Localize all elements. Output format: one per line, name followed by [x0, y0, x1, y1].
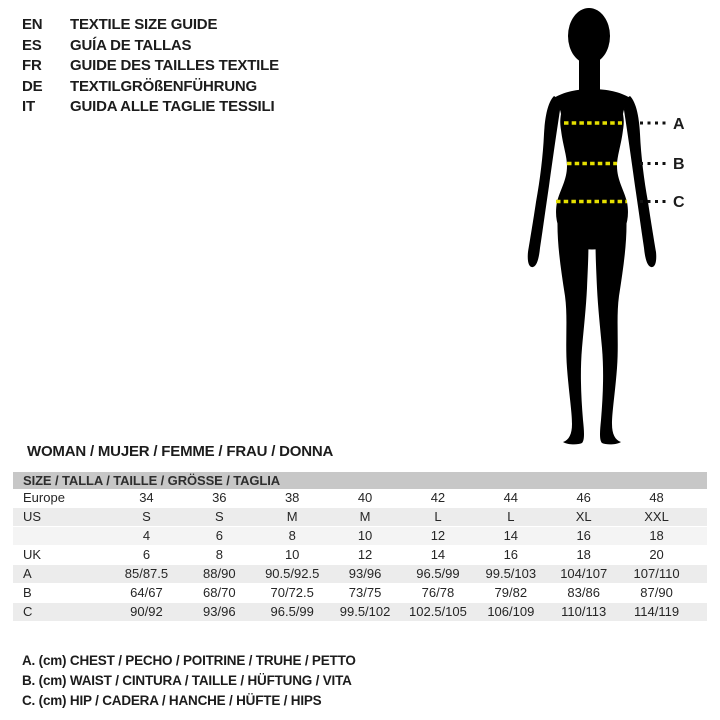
table-row-hip-c [13, 603, 707, 622]
table-row-chest-a [13, 565, 707, 584]
table-cell: 48 [649, 490, 664, 505]
language-row [22, 36, 279, 57]
table-cell: M [286, 509, 298, 524]
table-row-us [13, 508, 707, 527]
table-cell: 64/67 [130, 585, 163, 600]
language-row [22, 56, 279, 77]
table-cell: 106/109 [487, 604, 535, 619]
table-cell: XXL [644, 509, 669, 524]
silhouette-left-leg [557, 210, 588, 444]
table-cell: 90.5/92.5 [265, 566, 320, 581]
table-cell: S [214, 509, 224, 524]
table-cell: 102.5/105 [409, 604, 467, 619]
table-cell: 40 [357, 490, 373, 505]
table-cell: 79/82 [494, 585, 528, 600]
table-cell: 16 [576, 528, 591, 543]
table-cell: 36 [212, 490, 227, 505]
measure-label-b: B [673, 156, 685, 173]
size-table-header: SIZE / TALLA / TAILLE / GRÖSSE / TAGLIA [13, 472, 707, 489]
size-guide-figure [500, 0, 720, 460]
table-cell: 6 [142, 547, 151, 562]
table-cell: L [507, 509, 515, 524]
table-cell: 18 [576, 547, 591, 562]
table-cell: 14 [503, 528, 519, 543]
row-label: A [23, 566, 32, 581]
language-title: TEXTILE SIZE GUIDE [70, 16, 218, 33]
table-cell: 18 [649, 528, 664, 543]
table-cell: 90/92 [130, 604, 163, 619]
language-row [22, 77, 279, 98]
language-list [22, 15, 279, 118]
row-label: Europe [23, 490, 65, 505]
measure-label-c: C [673, 194, 685, 211]
language-title: TEXTILGRÖßENFÜHRUNG [70, 77, 258, 95]
table-cell: 99.5/102 [339, 604, 391, 619]
table-cell: 83/86 [567, 585, 600, 600]
woman-silhouette-svg [500, 0, 720, 460]
table-row-us-numeric [13, 527, 707, 546]
woman-silhouette [528, 8, 657, 444]
language-row [22, 97, 279, 118]
table-cell: 8 [288, 528, 296, 543]
legend-line-chest: A. (cm) CHEST / PECHO / POITRINE / TRUHE / PETTO [22, 653, 356, 668]
table-cell: 73/75 [348, 585, 382, 600]
table-cell: 8 [215, 547, 223, 562]
table-cell: 12 [430, 528, 446, 543]
table-cell: 70/72.5 [270, 585, 314, 600]
legend-line-waist: B. (cm) WAIST / CINTURA / TAILLE / HÜFTUNG / VITA [22, 673, 352, 688]
language-code: EN [22, 16, 43, 33]
language-code: DE [22, 77, 43, 95]
language-code: ES [22, 36, 42, 54]
row-label: UK [23, 547, 42, 562]
language-title: GUÍA DE TALLAS [70, 36, 192, 54]
table-cell: 44 [503, 490, 519, 505]
table-cell: 10 [357, 528, 373, 543]
table-cell: 93/96 [203, 604, 236, 619]
table-cell: 87/90 [640, 585, 673, 600]
language-code: IT [22, 98, 35, 115]
table-cell: 114/119 [634, 604, 680, 619]
table-cell: 14 [430, 547, 446, 562]
language-row [22, 15, 279, 36]
table-cell: 99.5/103 [485, 566, 537, 581]
size-table [13, 472, 707, 622]
table-cell: 4 [142, 528, 151, 543]
table-cell: S [142, 509, 151, 524]
table-row-waist-b [13, 584, 707, 603]
table-cell: 85/87.5 [124, 566, 169, 581]
size-table-body [13, 489, 707, 622]
row-label: C [23, 604, 33, 619]
table-cell: 38 [284, 490, 300, 505]
language-title: GUIDA ALLE TAGLIE TESSILI [70, 98, 275, 115]
table-cell: 42 [430, 490, 446, 505]
table-cell: 6 [215, 528, 223, 543]
section-title-woman: WOMAN / MUJER / FEMME / FRAU / DONNA [27, 443, 334, 460]
measure-label-a: A [673, 116, 685, 133]
table-cell: 93/96 [348, 566, 382, 581]
language-code: FR [22, 57, 42, 74]
table-row-uk [13, 546, 707, 565]
row-label [13, 527, 110, 545]
row-label: B [23, 585, 32, 600]
table-cell: 20 [649, 547, 664, 562]
table-cell: 96.5/99 [416, 566, 460, 581]
table-cell: 10 [284, 547, 300, 562]
table-cell: 12 [357, 547, 373, 562]
table-cell: XL [575, 509, 592, 524]
table-cell: 107/110 [633, 566, 680, 581]
language-title: GUIDE DES TAILLES TEXTILE [70, 57, 279, 74]
table-cell: L [434, 509, 442, 524]
silhouette-neck [579, 50, 600, 92]
row-label: US [23, 509, 42, 524]
table-cell: 76/78 [421, 585, 455, 600]
table-cell: 104/107 [560, 566, 608, 581]
silhouette-right-leg [596, 210, 627, 444]
table-cell: 96.5/99 [270, 604, 314, 619]
table-cell: 46 [576, 490, 591, 505]
table-cell: 34 [139, 490, 154, 505]
table-cell: 16 [503, 547, 519, 562]
table-cell: 110/113 [561, 604, 607, 619]
legend-line-hip: C. (cm) HIP / CADERA / HANCHE / HÜFTE / HIPS [22, 693, 322, 708]
table-cell: 68/70 [203, 585, 236, 600]
table-cell: 88/90 [203, 566, 236, 581]
table-row-europe [13, 489, 707, 508]
table-cell: M [359, 509, 371, 524]
measurement-legend [22, 651, 356, 711]
silhouette-left-arm [528, 96, 560, 267]
